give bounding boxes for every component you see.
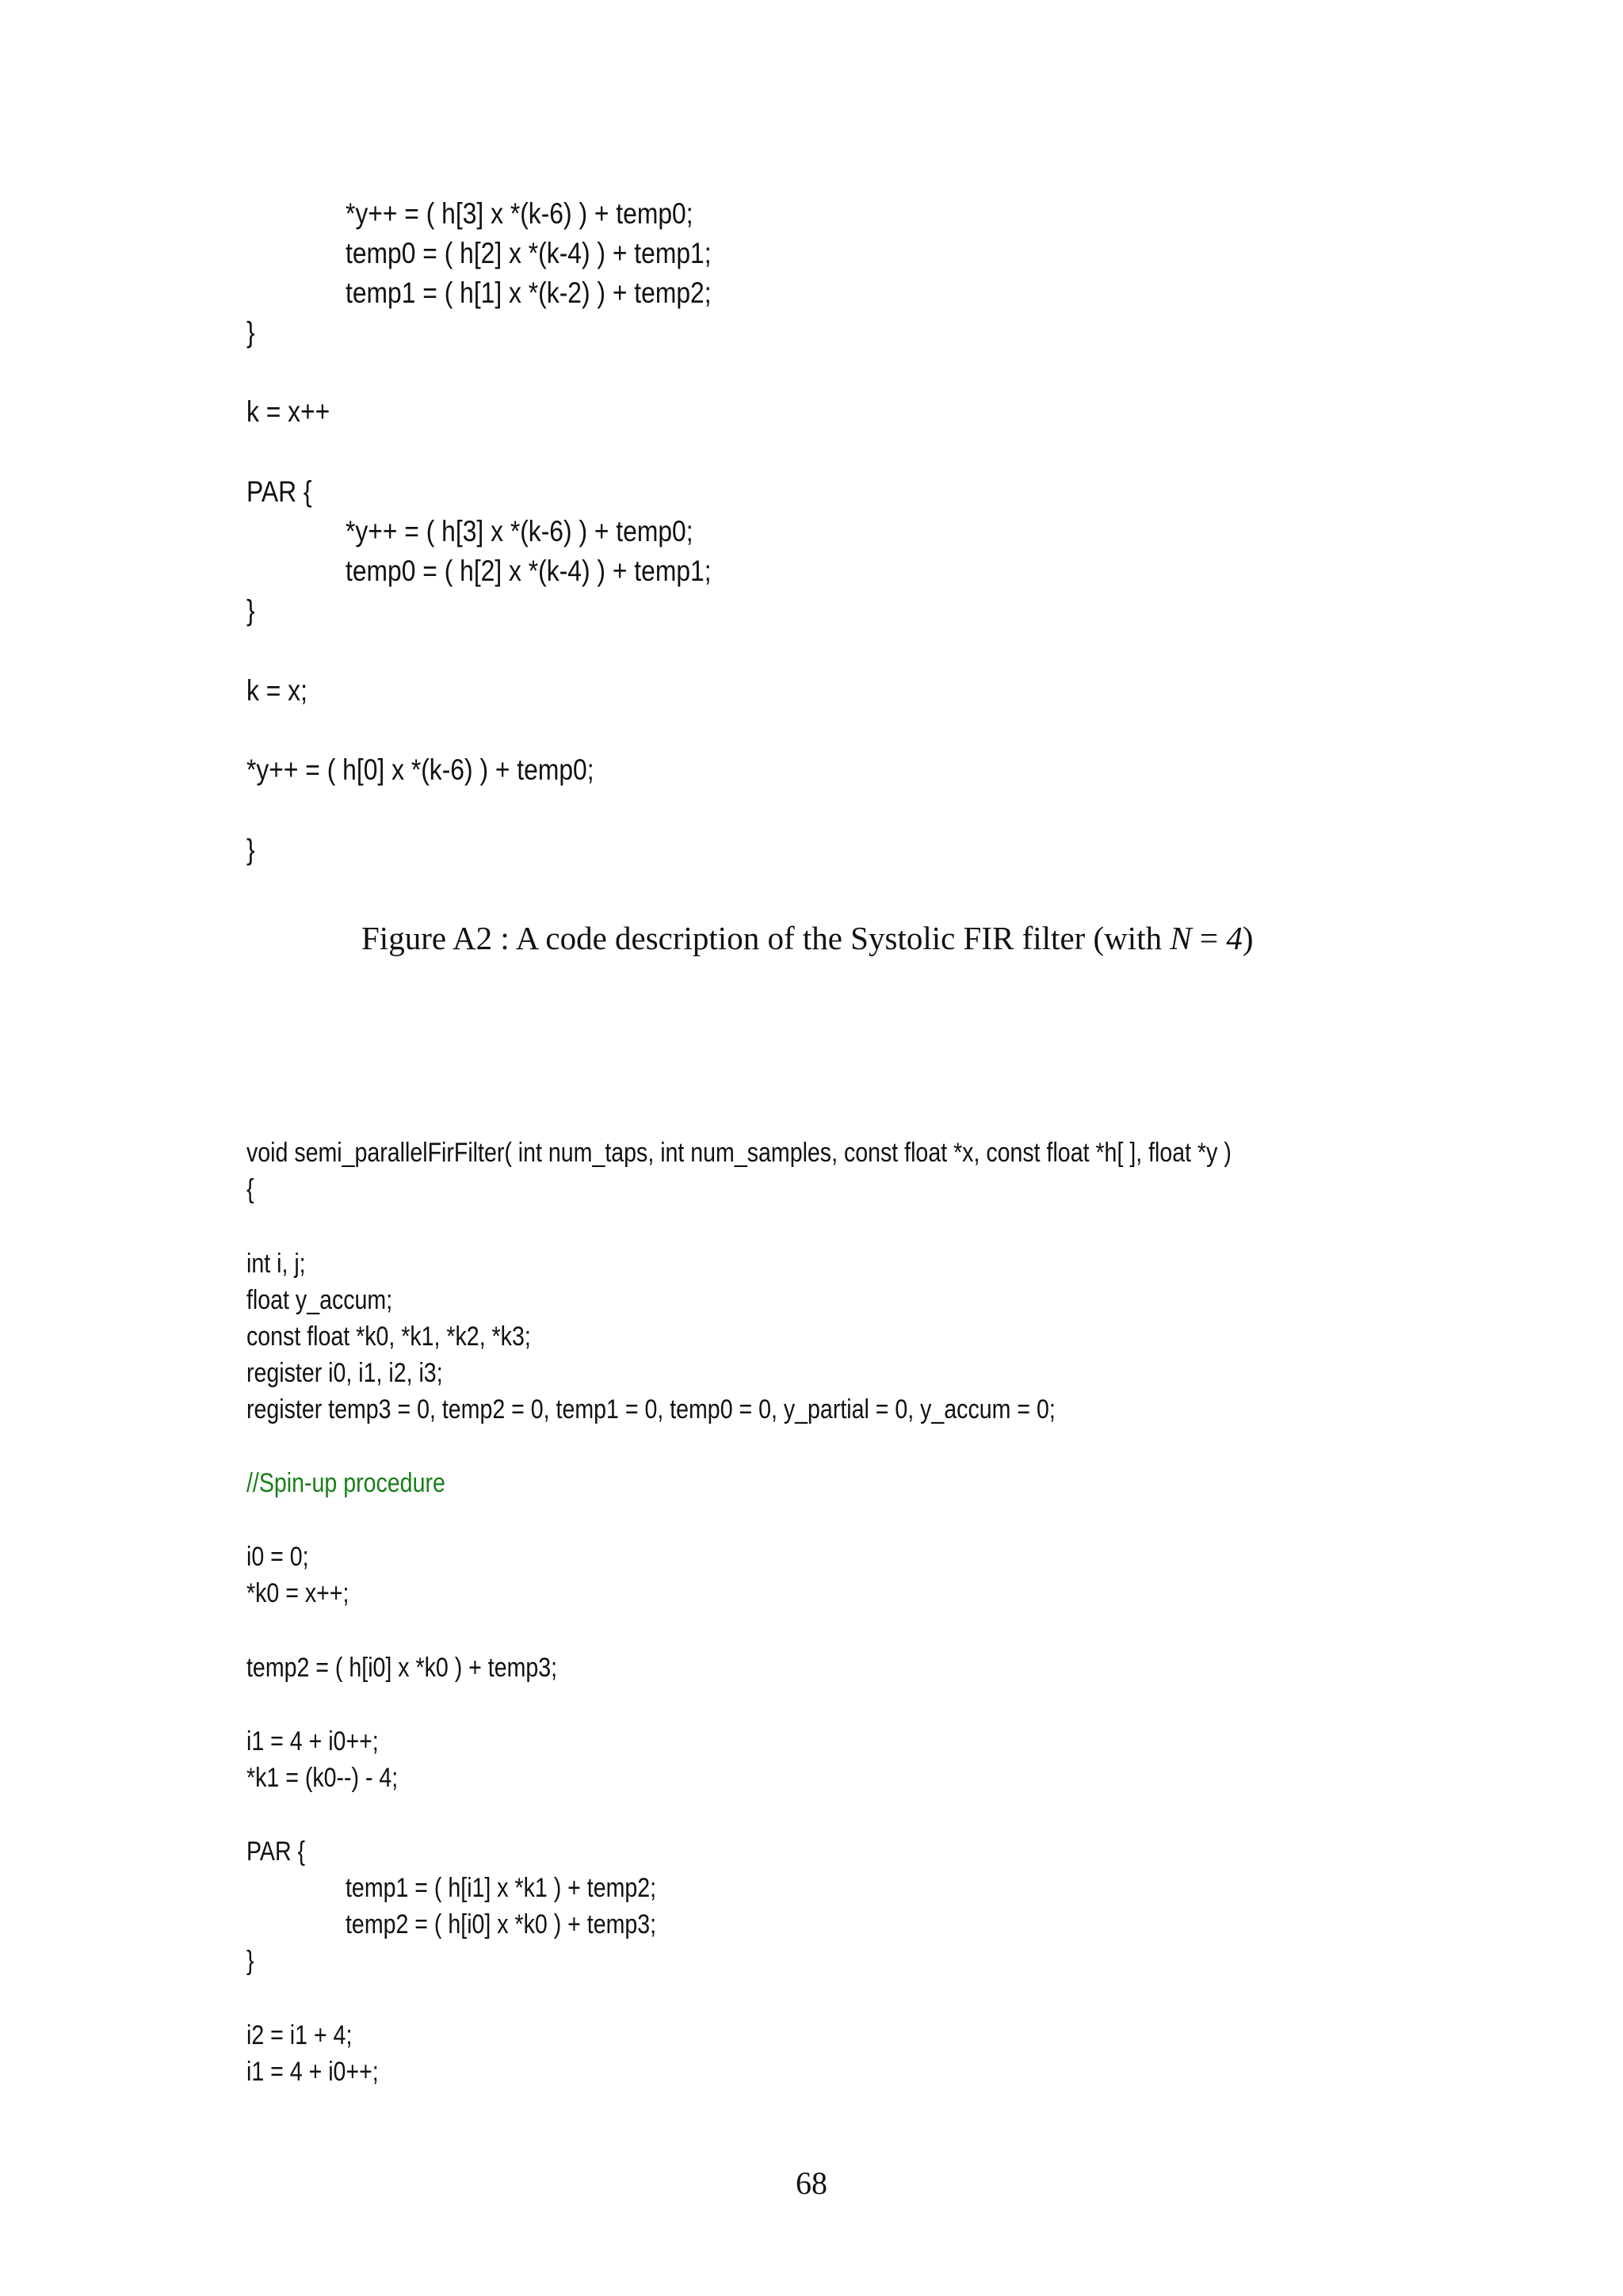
code-line: float y_accum; <box>246 1285 393 1315</box>
code-line: } <box>246 594 255 627</box>
code-line: *k1 = (k0--) - 4; <box>246 1763 399 1793</box>
figure-caption <box>361 919 1253 957</box>
code-line: temp2 = ( h[i0] x *k0 ) + temp3; <box>346 1909 657 1939</box>
code-line: k = x; <box>246 674 307 707</box>
code-line: i0 = 0; <box>246 1542 309 1572</box>
caption-variable: N <box>1170 920 1192 956</box>
code-line: k = x++ <box>246 395 330 428</box>
code-line: int i, j; <box>246 1249 306 1279</box>
caption-equals: = <box>1191 920 1227 956</box>
code-line: temp1 = ( h[i1] x *k1 ) + temp2; <box>346 1873 657 1903</box>
code-line: *y++ = ( h[3] x *(k-6) ) + temp0; <box>346 197 693 230</box>
code-line: temp2 = ( h[i0] x *k0 ) + temp3; <box>246 1653 558 1683</box>
caption-value: 4 <box>1226 920 1243 956</box>
code-line: } <box>246 833 255 866</box>
code-line: PAR { <box>246 475 312 508</box>
code-line: temp0 = ( h[2] x *(k-4) ) + temp1; <box>346 237 712 269</box>
caption-prefix: Figure A2 : A code description of the Systolic FIR filter (with <box>361 920 1170 956</box>
code-line: i1 = 4 + i0++; <box>246 1726 379 1756</box>
code-line: register i0, i1, i2, i3; <box>246 1358 443 1388</box>
code-line: i1 = 4 + i0++; <box>246 2057 379 2087</box>
code-line: } <box>246 316 255 349</box>
code-line: i2 = i1 + 4; <box>246 2020 353 2050</box>
code-line: PAR { <box>246 1836 306 1867</box>
code-line: register temp3 = 0, temp2 = 0, temp1 = 0, temp0 = 0, y_partial = 0, y_accum = 0; <box>246 1394 1056 1425</box>
code-line: temp1 = ( h[1] x *(k-2) ) + temp2; <box>346 277 712 309</box>
code-line: *y++ = ( h[3] x *(k-6) ) + temp0; <box>346 515 693 547</box>
code-line: *k0 = x++; <box>246 1578 349 1608</box>
code-line: temp0 = ( h[2] x *(k-4) ) + temp1; <box>346 555 712 587</box>
caption-suffix: ) <box>1242 920 1254 956</box>
code-line: { <box>246 1174 254 1204</box>
code-line: void semi_parallelFirFilter( int num_taps, int num_samples, const float *x, const float *h[ ], float *y ) <box>246 1138 1232 1168</box>
code-line: const float *k0, *k1, *k2, *k3; <box>246 1322 531 1352</box>
code-line: *y++ = ( h[0] x *(k-6) ) + temp0; <box>246 753 594 786</box>
code-comment: //Spin-up procedure <box>246 1468 445 1498</box>
page-number: 68 <box>796 2165 827 2201</box>
code-line: } <box>246 1946 254 1976</box>
